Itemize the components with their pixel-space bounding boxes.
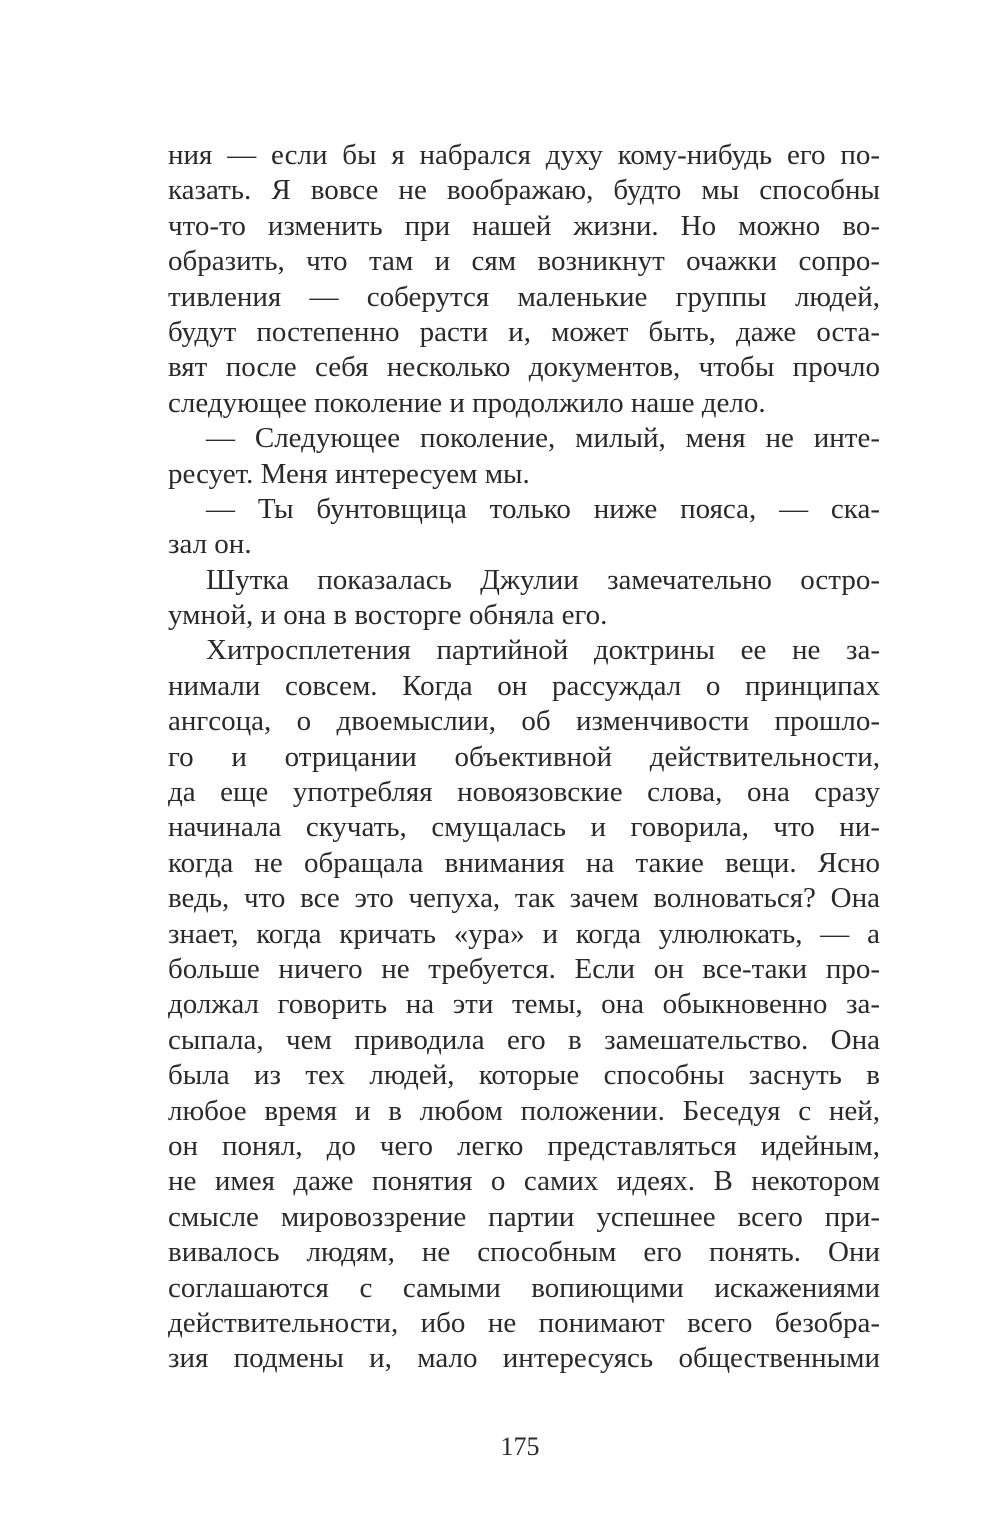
text-line: — Следующее поколение, милый, меня не инте- [206, 422, 880, 455]
paragraph [168, 492, 880, 563]
text-line: вят после себя несколько документов, чтобы прочло [168, 351, 880, 384]
text-line: должал говорить на эти темы, она обыкновенно за- [168, 988, 880, 1021]
text-line: когда не обращала внимания на такие вещи. Ясно [168, 846, 880, 879]
paragraph [168, 633, 880, 1376]
text-line: го и отрицании объективной действительности, [168, 740, 880, 773]
paragraph [168, 563, 880, 634]
text-line: — Ты бунтовщица только ниже пояса, — ска- [206, 492, 880, 525]
paragraph [168, 421, 880, 492]
text-line: действительности, ибо не понимают всего безобра- [168, 1306, 880, 1339]
text-line: Шутка показалась Джулии замечательно остро- [206, 563, 880, 596]
text-line: соглашаются с самыми вопиющими искажениями [168, 1271, 880, 1304]
text-line: Хитросплетения партийной доктрины ее не за- [206, 634, 880, 667]
page-body-text [168, 138, 880, 1377]
text-line: что-то изменить при нашей жизни. Но можно во- [168, 209, 880, 242]
text-line: не имея даже понятия о самих идеях. В некотором [168, 1165, 880, 1198]
text-line: знает, когда кричать «ура» и когда улюлюкать, — а [168, 917, 880, 950]
text-line: ведь, что все это чепуха, так зачем волноваться? Она [168, 882, 880, 915]
text-line: зал он. [168, 528, 252, 561]
text-line: казать. Я вовсе не воображаю, будто мы способны [168, 174, 880, 207]
text-line: образить, что там и сям возникнут очажки сопро- [168, 245, 880, 278]
text-line: да еще употребляя новоязовские слова, она сразу [168, 776, 880, 809]
text-line: тивления — соберутся маленькие группы людей, [168, 280, 880, 313]
text-line: сыпала, чем приводила его в замешательство. Она [168, 1023, 880, 1056]
text-line: смысле мировоззрение партии успешнее всего при- [168, 1200, 880, 1233]
text-line: была из тех людей, которые способны заснуть в [168, 1059, 880, 1092]
paragraph [168, 138, 880, 421]
text-line: следующее поколение и продолжило наше дело. [168, 386, 766, 419]
text-line: ния — если бы я набрался духу кому-нибудь его по- [168, 139, 880, 171]
text-line: будут постепенно расти и, может быть, даже оста- [168, 315, 880, 348]
text-line: начинала скучать, смущалась и говорила, что ни- [168, 811, 880, 844]
text-line: ресует. Меня интересуем мы. [168, 457, 530, 490]
text-line: ангсоца, о двоемыслии, об изменчивости прошло- [168, 705, 880, 738]
text-line: нимали совсем. Когда он рассуждал о принципах [168, 669, 880, 702]
text-line: зия подмены и, мало интересуясь общественными [168, 1342, 880, 1375]
text-line: вивалось людям, не способным его понять. Они [168, 1236, 880, 1269]
text-line: умной, и она в восторге обняла его. [168, 599, 608, 632]
text-line: больше ничего не требуется. Если он все-таки про- [168, 952, 880, 985]
page-number: 175 [500, 1432, 540, 1461]
text-line: любое время и в любом положении. Беседуя с ней, [168, 1094, 880, 1127]
text-line: он понял, до чего легко представляться идейным, [168, 1129, 880, 1162]
